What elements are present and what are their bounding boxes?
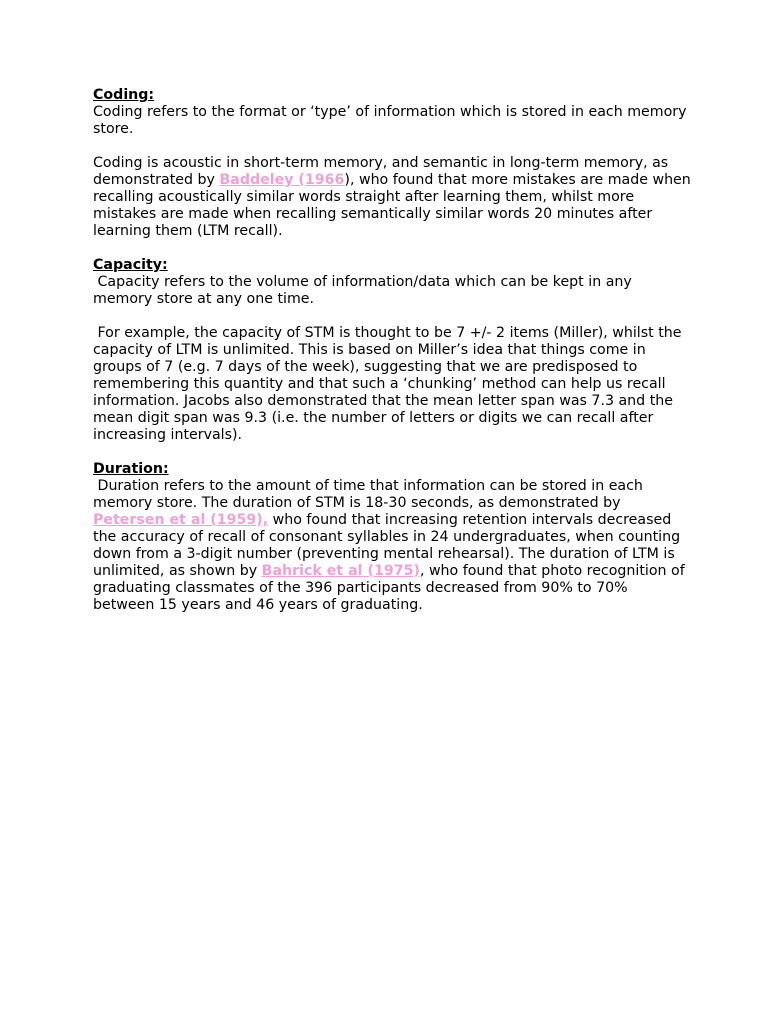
petersen-citation-link[interactable]: Petersen et al (1959), [93,512,269,528]
document-page [93,87,693,614]
capacity-heading: Capacity: [93,257,168,273]
duration-text-after: , who found that photo recognition of graduating classmates of the 396 participants decreased from 90% to 70% between 15 years and 46 years of graduating. [93,563,690,613]
coding-heading: Coding: [93,87,155,103]
capacity-paragraph: For example, the capacity of STM is thought to be 7 +/- 2 items (Miller), whilst the capacity of LTM is unlimited. This is based on Miller’s idea that things come in groups of 7 (e.g. 7 days of the week), suggesting that we are predisposed to remembering this quantity and that such a ‘chunking’ method can help us recall information. Jacobs also demonstrated that the mean letter span was 7.3 and the mean digit span was 9.3 (i.e. the number of letters or digits we can recall after increasing intervals). [93,325,687,443]
duration-text-before: Duration refers to the amount of time that information can be stored in each memory store. The duration of STM is 18-30 seconds, as demonstrated by [93,478,648,511]
duration-text-middle: who found that increasing retention intervals decreased the accuracy of recall of consonant syllables in 24 undergraduates, when counting down from a 3-digit number (preventing mental rehearsal). The duration of LTM is unlimited, as shown by [93,512,685,579]
paragraph-gap [93,308,693,325]
duration-heading: Duration: [93,461,169,477]
duration-paragraph [93,478,693,614]
coding-definition: Coding refers to the format or ‘type’ of information which is stored in each memory store. [93,104,687,137]
paragraph-gap [93,444,693,461]
coding-paragraph [93,155,693,240]
coding-text-before: Coding is acoustic in short-term memory, and semantic in long-term memory, as demonstrated by [93,155,669,188]
capacity-definition: Capacity refers to the volume of information/data which can be kept in any memory store at any one time. [93,274,637,307]
paragraph-gap [93,240,693,257]
paragraph-gap [93,138,693,155]
bahrick-citation-link[interactable]: Bahrick et al (1975) [261,563,420,579]
baddeley-citation-link[interactable]: Baddeley (1966 [219,172,345,188]
coding-text-after: ), who found that more mistakes are made when recalling acoustically similar words straight after learning them, whilst more mistakes are made when recalling semantically similar words 20 minutes after learning them (LTM recall). [93,172,691,239]
